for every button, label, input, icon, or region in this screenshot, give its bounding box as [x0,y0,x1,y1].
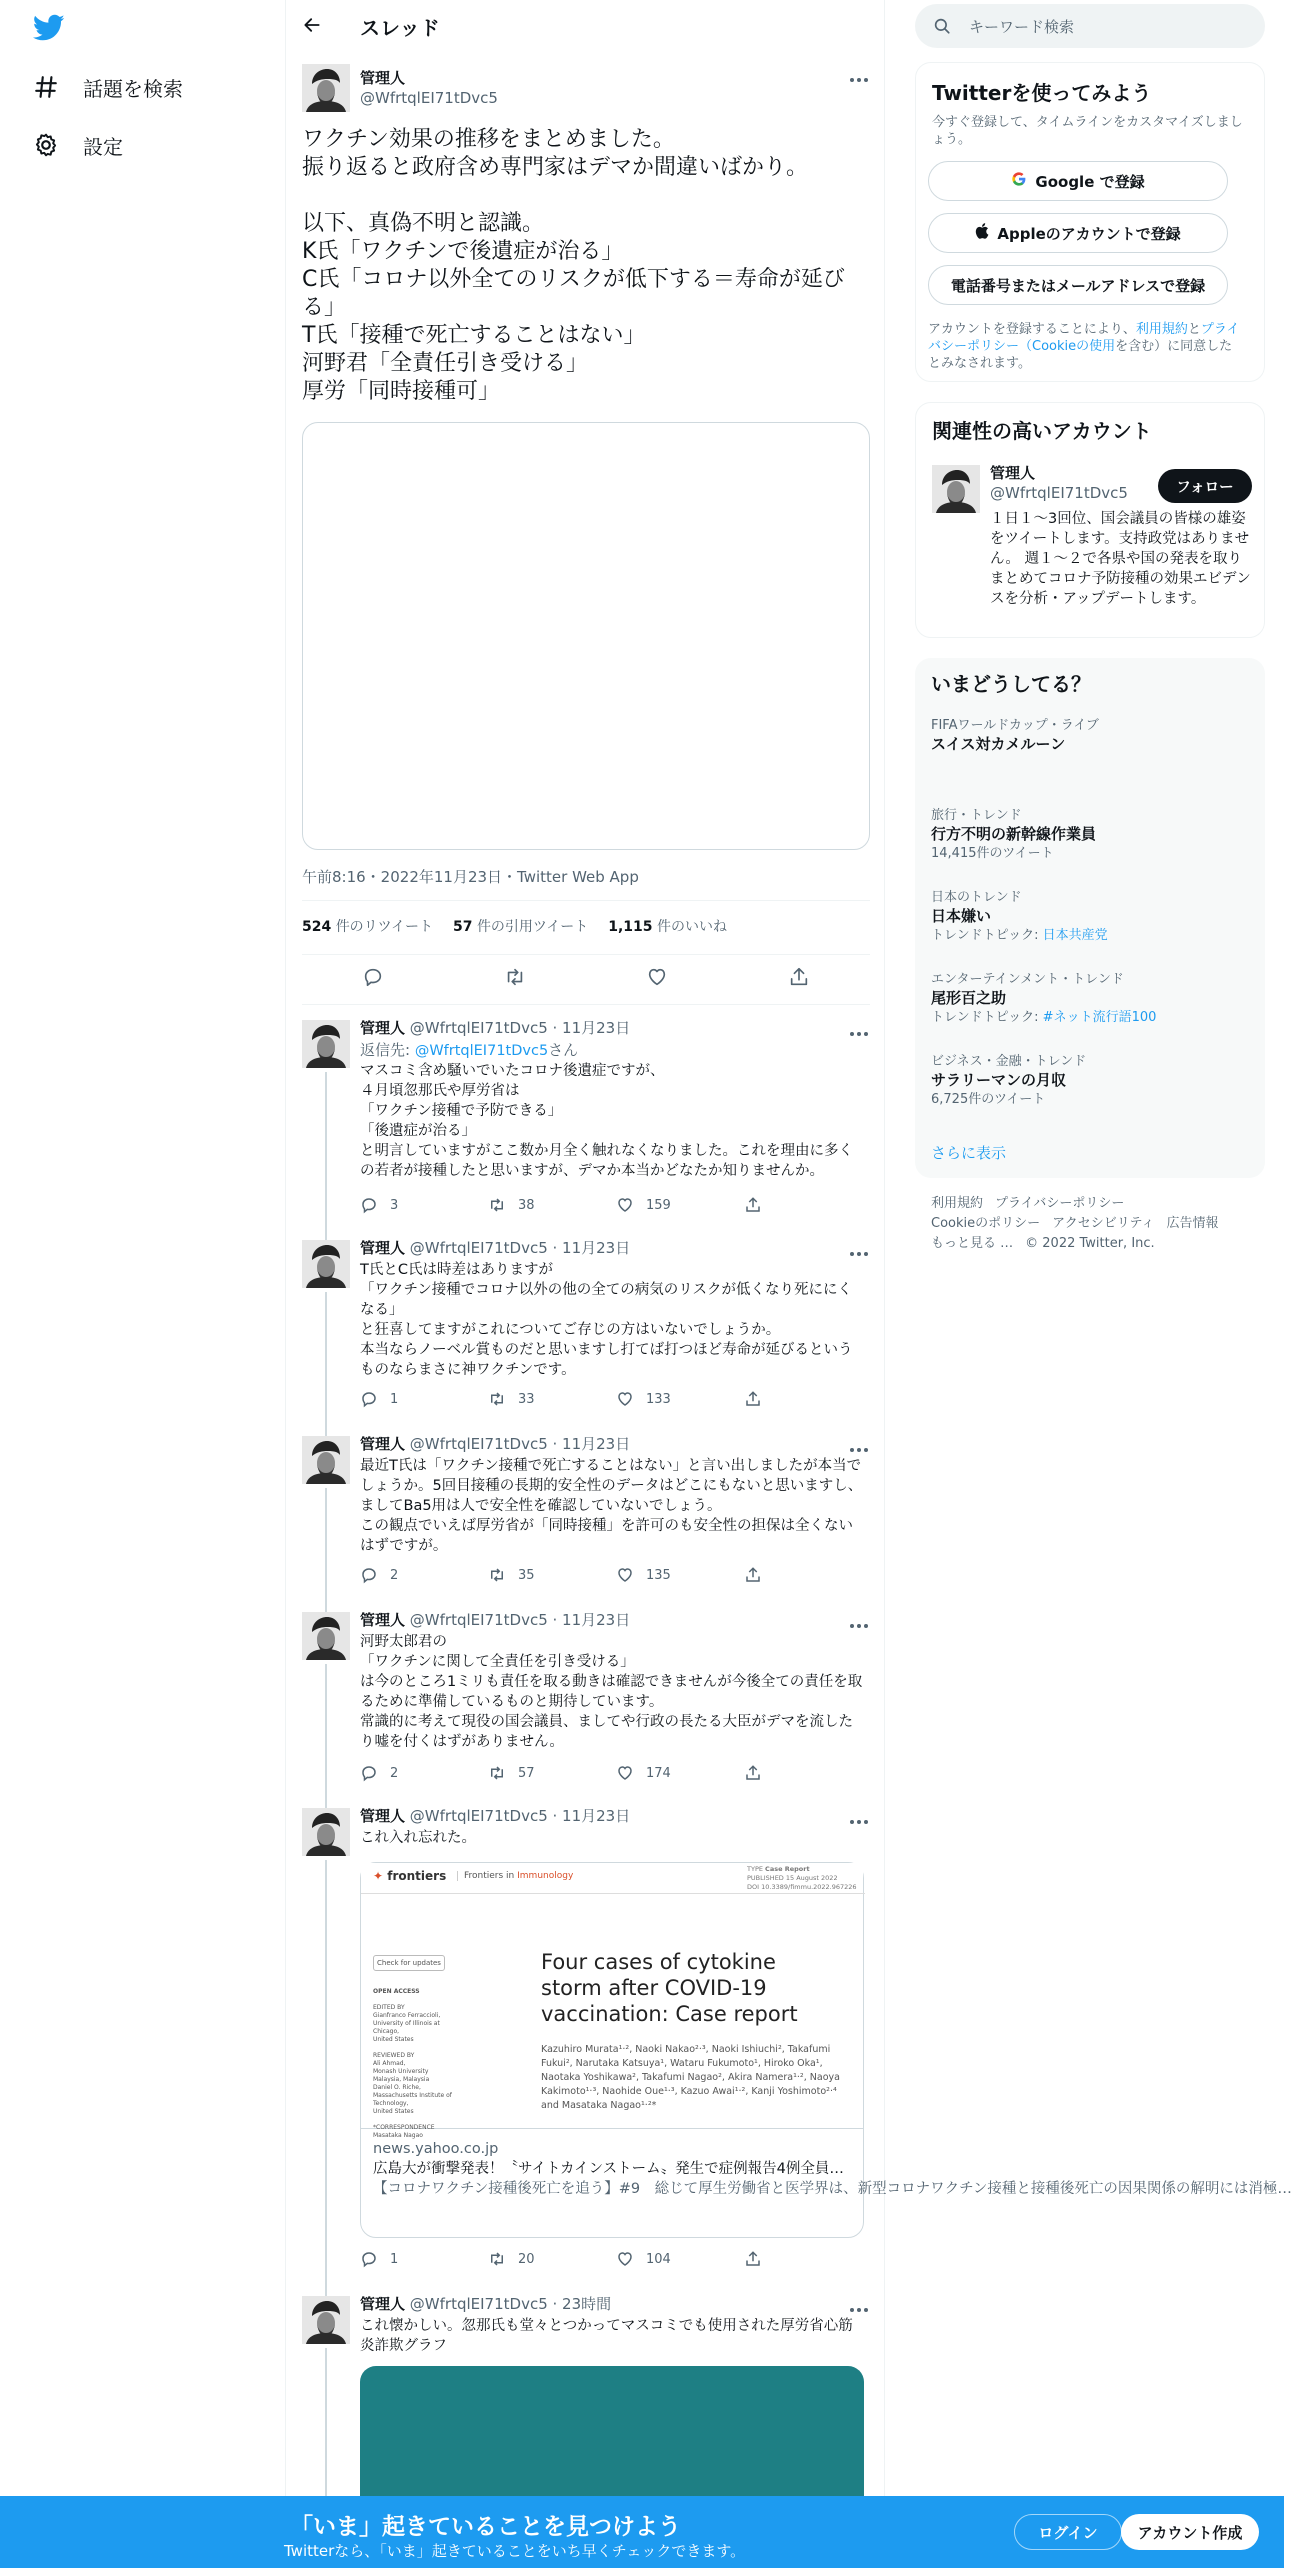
apple-icon [975,223,989,243]
user-name[interactable]: 管理人 [360,1807,406,1825]
like-button[interactable]: 174 [616,1764,744,1782]
divider [302,900,870,901]
trend-item[interactable]: 旅行・トレンド 行方不明の新幹線作業員 14,415件のツイート [931,808,1097,861]
show-more-link[interactable]: さらに表示 [931,1144,1007,1162]
tweet-date[interactable]: 11月23日 [562,1019,631,1037]
share-button[interactable] [744,1196,872,1214]
user-name[interactable]: 管理人 [990,464,1036,482]
trend-topic-link[interactable]: #ネット流行語100 [1042,1010,1157,1025]
tweet-text: ワクチン効果の推移をまとめました。 振り返ると政府含め専門家はデマか間違いばかり。 以下、真偽不明と認識。 K氏「ワクチンで後遺症が治る」 C氏「コロナ以外全てのリスクが低下する＝寿命が延びる」 T氏「接種で死亡することはない」 河野君「全責任引き受ける」 厚労「同時接種可」 [302,127,845,404]
tweet-date[interactable]: 23時間 [562,2295,612,2313]
reply-button[interactable]: 3 [360,1196,488,1214]
reply-icon [360,2250,378,2268]
trend-item[interactable]: ビジネス・金融・トレンド サラリーマンの月収 6,725件のツイート [931,1054,1087,1107]
journal-name: Frontiers in Immunology [457,1871,573,1881]
share-button[interactable] [744,1566,872,1584]
reply-button[interactable]: 1 [360,2250,488,2268]
user-handle[interactable]: @WfrtqlEI71tDvc5 [409,1239,548,1257]
paper-sidebar: OPEN ACCESS EDITED BY Gianfranco Ferraccioli, University of Illinois at Chicago, United States REVIEWED BY Ali Ahmad, Monash University Malaysia, Malaysia Daniel O. Riche, Massachusetts Institute of Technology, United States *CORRESPONDENCE Masataka Nagao [373,1988,452,2139]
follow-button[interactable]: フォロー [1158,469,1252,503]
link-card-image [361,1863,863,2139]
nav-item-label: 設定 [83,134,123,159]
like-icon [616,1566,634,1584]
retweet-button[interactable]: 35 [488,1566,616,1584]
avatar[interactable] [302,1436,350,1484]
like-icon [616,1196,634,1214]
share-icon [744,1390,762,1408]
back-arrow-icon[interactable] [302,15,326,39]
thread-line [325,1072,327,1268]
user-handle[interactable]: @WfrtqlEI71tDvc5 [409,1611,548,1629]
apple-signup-button[interactable]: Appleのアカウントで登録 [928,213,1228,253]
tweet-date[interactable]: 11月23日 [562,1435,631,1453]
share-icon [744,1764,762,1782]
link-card[interactable] [360,1862,1292,2238]
thread-header [286,0,886,53]
main-column: スレッド 管理人 @WfrtqlEI71tDvc5 ワクチン効果の推移をまとめました。 振り返ると政府含め専門家はデマか間違いばかり。 以下、真偽不明と認識。 K氏「ワクチンで後遺症が治る」 C氏「コロナ以外全てのリスクが低下する＝寿命が延びる」 T氏「接種で死亡することはない」 河野君「全責任引き受ける」 厚労「同時接種可」 午前8:16・2022年11月23日・Twitter Web App 524 件のリツイート 57 件の引用ツイート 1,115 件のいいね 管理人 @WfrtqlEI71tDvc5 · 11月23日 返信先: @WfrtqlEI71tDvc5さん マスコミ含め騒いでいたコロナ後遺症ですが、 ４月頃忽那氏や厚労省は 「ワクチン接種で予防できる」 「後遺症が治る」 と明言していますがここ数か月全く触れなくなりました。これを理由に多くの若者が接種したと思いますが、デマか本当かどなたか知りませんか。 3 38 159 管理人 @WfrtqlEI71tDvc5 · 11月23日 T氏とC氏は時差はありますが 「ワクチン接種でコロナ以外の他の全ての病気のリスクが低くなり死ににくなる」 と狂喜してますがこれについてご存じの方はいないでしょうか。 本当ならノーベル賞ものだと思いますし打てば打つほど寿命が延びるというものならまさに神ワクチンです。 1 33 133 管理人 @WfrtqlEI71tDvc5 · 11月23日 最近T氏は「ワクチン接種で死亡することはない」と言い出しましたが本当でしょうか。5回目接種の長期的安全性のデータはどこにもないと思いますし、ましてBa5用は人で安全性を確認していないでしょう。 この観点でいえば厚労省が「同時接種」を許可のも安全性の担保は全くないはずですが。 2 35 135 管理人 @WfrtqlEI71tDvc5 · 11月23日 河野太郎君の 「ワクチンに関して全責任を引き受ける」 は今のところ1ミリも責任を取る動きは確認できませんが今後全ての責任を取るために準備しているものと期待しています。 常識的に考えて現役の国会議員、ましてや行政の長たる大臣がデマを流したり嘘を付くはずがありません。 2 57 174 管理人 @WfrtqlEI71tDvc5 · 11月23日 これ入れ忘れた。 ✦ frontiers Frontiers in Immunology TYPE Case Report PUBLISHED 15 August 2022 DOI 10.3389/fimmu.2022.967226 Check for updates OPEN ACCESS EDITED BY Gianfranco Ferraccioli, University of Illinois at Chicago, United States REVIEWED BY Ali Ahmad, Monash University Malaysia, Malaysia Daniel O. Riche, Massachusetts Institute of Technology, United States *CORRESPONDENCE Masataka Nagao Four cases of cytokine storm after COVID-19 vaccination: Case report Kazuhiro Murata¹·², Naoki Nakao²·³, Naoki Ishiuchi², Takafumi Fukui², Narutaka Katsuya¹, Wataru Fukumoto¹, Hiroko Oka¹, Naotaka Yoshikawa², Takafumi Nagao², Akira Namera¹·², Naoya Kakimoto¹·³, Naohide Oue¹·³, Kazuo Awai¹·², Kanji Yoshimoto²·⁴ and Masataka Nagao¹·²* news.yahoo.co.jp 広島大が衝撃発表！〝サイトカインストーム〟発生で症例報告4例全員… 【コロナワクチン接種後死亡を追う】#9 総じて厚生労働省と医学界は、新型コロナワクチン接種と接種後死亡の因果関係の解明には消極… 1 20 104 管理人 @WfrtqlEI71tDvc5 · 23時間 これ懐かしい。忽那氏も堂々とつかってマスコミでも使用された厚労省心筋炎詐欺グラフ [285,0,885,2568]
footer-link[interactable]: アクセシビリティ [1052,1216,1155,1231]
trends-panel [915,658,1265,1178]
like-icon[interactable] [646,966,668,988]
search-input[interactable]: キーワード検索 [969,17,1075,36]
retweet-button[interactable]: 20 [488,2250,616,2268]
reply-icon [360,1196,378,1214]
footer-link[interactable]: 広告情報 [1166,1216,1219,1231]
phone-email-signup-button[interactable]: 電話番号またはメールアドレスで登録 [928,265,1228,305]
more-options-icon[interactable] [848,1024,870,1034]
reply-to-link[interactable]: @WfrtqlEI71tDvc5 [414,1043,549,1059]
retweet-icon [488,2250,506,2268]
user-name[interactable]: 管理人 [360,69,406,87]
user-name[interactable]: 管理人 [360,1435,406,1453]
tweet-timestamp[interactable]: 午前8:16・2022年11月23日・Twitter Web App [302,868,639,886]
gear-icon [33,132,59,158]
search-bar[interactable] [915,4,1265,48]
google-icon [1011,171,1027,191]
like-icon [616,1764,634,1782]
reply-icon [360,1764,378,1782]
retweet-button[interactable]: 57 [488,1764,616,1782]
tweet-date[interactable]: 11月23日 [562,1611,631,1629]
signup-legal-text: アカウントを登録することにより、利用規約とプライバシーポリシー（Cookieの使用を含む）に同意したとみなされます。 [928,322,1240,371]
divider [302,954,870,955]
user-name[interactable]: 管理人 [360,1611,406,1629]
more-options-icon[interactable] [848,70,870,80]
share-button[interactable] [744,2250,872,2268]
reply-button[interactable]: 2 [360,1764,488,1782]
bottom-bar-subtitle: Twitterなら、「いま」起きていることをいち早くチェックできます。 [284,2542,746,2560]
tweet-actions [302,966,870,988]
check-updates-badge: Check for updates [373,1955,445,1971]
link-description: 【コロナワクチン接種後死亡を追う】#9 総じて厚生労働省と医学界は、新型コロナワクチン接種と接種後死亡の因果関係の解明には消極… [373,2181,1292,2197]
tweet-text: これ懐かしい。忽那氏も堂々とつかってマスコミでも使用された厚労省心筋炎詐欺グラフ [360,2318,853,2354]
like-button[interactable]: 104 [616,2250,744,2268]
terms-link[interactable]: 利用規約 [1135,322,1188,337]
like-button[interactable]: 133 [616,1390,744,1408]
link-card-meta [361,2129,1292,2209]
like-icon [616,2250,634,2268]
bottom-signup-bar [0,2496,1284,2568]
like-button[interactable]: 159 [616,1196,744,1214]
link-domain: news.yahoo.co.jp [373,2141,499,2157]
tweet-media[interactable] [302,422,870,850]
user-bio: １日１～3回位、国会議員の皆様の雄姿をツイートします。支持政党はありません。 週１～２で各県や国の発表を取りまとめてコロナ予防接種の効果エビデンスを分析・アップデートします。 [990,511,1251,607]
reply-button[interactable]: 2 [360,1566,488,1584]
more-options-icon[interactable] [848,2300,870,2310]
share-icon [744,1566,762,1584]
frontiers-logo: ✦ frontiers [373,1869,447,1883]
signup-panel [915,62,1265,382]
share-button[interactable] [744,1390,872,1408]
retweet-icon [488,1566,506,1584]
copyright: © 2022 Twitter, Inc. [1025,1236,1155,1251]
nav-item-explore[interactable] [33,65,183,109]
footer-link[interactable]: プライバシーポリシー [995,1196,1125,1211]
share-icon [744,2250,762,2268]
paper-title: Four cases of cytokine storm after COVID-19 vaccination: Case report [541,1950,798,2026]
more-options-icon[interactable] [848,1616,870,1626]
avatar[interactable] [302,1612,350,1660]
like-icon [616,1390,634,1408]
paper-meta: TYPE Case Report PUBLISHED 15 August 2022 DOI 10.3389/fimmu.2022.967226 [747,1865,857,1891]
tweet-stats [302,916,727,936]
hashtag-icon [33,74,59,100]
more-options-icon[interactable] [848,1244,870,1254]
avatar[interactable] [302,1020,350,1068]
signup-title: Twitterを使ってみよう [932,81,1152,105]
tweet-text: これ入れ忘れた。 [360,1830,476,1846]
share-icon [744,1196,762,1214]
like-button[interactable]: 135 [616,1566,744,1584]
link-title: 広島大が衝撃発表！〝サイトカインストーム〟発生で症例報告4例全員… [373,2161,844,2177]
user-handle[interactable]: @WfrtqlEI71tDvc5 [409,2295,548,2313]
user-handle[interactable]: @WfrtqlEI71tDvc5 [409,1019,548,1037]
retweet-count-stat[interactable]: 524 件のリツイート [302,919,433,935]
reply-icon [360,1566,378,1584]
login-button[interactable]: ログイン [1014,2514,1122,2550]
user-handle[interactable]: @WfrtqlEI71tDvc5 [409,1807,548,1825]
trend-item[interactable]: エンターテインメント・トレンド 尾形百之助 トレンドトピック: #ネット流行語100 [931,972,1157,1025]
footer-link[interactable]: もっと見る … [931,1236,1014,1251]
avatar[interactable] [302,1240,350,1288]
quote-count-stat[interactable]: 57 件の引用ツイート [453,919,589,935]
retweet-button[interactable]: 33 [488,1390,616,1408]
reply-button[interactable]: 1 [360,1390,488,1408]
trends-title: いまどうしてる？ [931,672,1091,696]
trend-item[interactable]: 日本のトレンド 日本嫌い トレンドトピック: 日本共産党 [931,890,1108,943]
avatar[interactable] [302,2296,350,2344]
user-handle[interactable]: @WfrtqlEI71tDvc5 [990,484,1128,502]
avatar[interactable] [302,64,350,112]
create-account-button[interactable]: アカウント作成 [1121,2514,1259,2550]
retweet-icon [488,1196,506,1214]
footer-link[interactable]: 利用規約 [931,1196,984,1211]
nav-item-settings[interactable] [33,123,123,167]
footer-link[interactable]: Cookieのポリシー [931,1216,1041,1231]
avatar[interactable] [932,465,980,513]
tweet-text: T氏とC氏は時差はありますが 「ワクチン接種でコロナ以外の他の全ての病気のリスクが低くなり死ににくなる」 と狂喜してますがこれについてご存じの方はいないでしょうか。 本当ならノーベル賞ものだと思いますし打てば打つほど寿命が延びるというものならまさに神ワクチンです。 [360,1262,853,1378]
trend-topic-link[interactable]: 日本共産党 [1042,928,1108,943]
tweet-actions [360,1764,872,1782]
nav-item-label: 話題を検索 [83,76,183,101]
user-handle[interactable]: @WfrtqlEI71tDvc5 [360,89,498,107]
tweet-text: 返信先: @WfrtqlEI71tDvc5さん マスコミ含め騒いでいたコロナ後遺症ですが、 ４月頃忽那氏や厚労省は 「ワクチン接種で予防できる」 「後遺症が治る」 と明言していますがここ数か月全く触れなくなりました。これを理由に多くの若者が接種したと思いますが、デマか本当かどなたか知りませんか。 [360,1041,853,1179]
bottom-bar-title: 「いま」起きていることを見つけよう [290,2514,681,2540]
tweet-actions [360,1566,872,1584]
google-signup-button[interactable]: Google で登録 [928,161,1228,201]
retweet-icon [488,1390,506,1408]
search-icon [933,17,951,35]
divider [302,1004,870,1005]
paper-authors: Kazuhiro Murata¹·², Naoki Nakao²·³, Naoki Ishiuchi², Takafumi Fukui², Narutaka Katsuya¹, Wataru Fukumoto¹, Hiroko Oka¹, Naotaka Yoshikawa², Takafumi Nagao², Akira Namera¹·², Naoya Kakimoto¹·³, Naohide Oue¹·³, Kazuo Awai¹·², Kanji Yoshimoto²·⁴ and Masataka Nagao¹·²* [541,2044,840,2111]
more-options-icon[interactable] [848,1812,870,1822]
user-handle[interactable]: @WfrtqlEI71tDvc5 [409,1435,548,1453]
divider [361,1893,865,1894]
share-button[interactable] [744,1764,872,1782]
privacy-link[interactable]: プライバシーポリシー（Cookieの使用 [928,322,1240,354]
user-name[interactable]: 管理人 [360,2295,406,2313]
like-count-stat[interactable]: 1,115 件のいいね [608,919,727,935]
tweet-actions [360,1390,872,1408]
tweet-date[interactable]: 11月23日 [562,1239,631,1257]
retweet-button[interactable]: 38 [488,1196,616,1214]
related-accounts-panel [915,402,1265,638]
thread-line [325,1860,327,2332]
page-title: スレッド [360,16,440,40]
share-icon[interactable] [788,966,810,988]
footer-links [931,1194,1261,1254]
avatar[interactable] [302,1808,350,1856]
signup-subtitle: 今すぐ登録して、タイムラインをカスタマイズしましょう。 [932,115,1243,147]
user-name[interactable]: 管理人 [360,1019,406,1037]
more-options-icon[interactable] [848,1440,870,1450]
tweet-date[interactable]: 11月23日 [562,1807,631,1825]
tweet-actions [360,1196,872,1214]
related-title: 関連性の高いアカウント [932,419,1152,443]
twitter-bird-icon[interactable] [33,14,65,46]
tweet-text: 最近T氏は「ワクチン接種で死亡することはない」と言い出しましたが本当でしょうか。5回目接種の長期的安全性のデータはどこにもないと思いますし、ましてBa5用は人で安全性を確認していないでしょう。 この観点でいえば厚労省が「同時接種」を許可のも安全性の担保は全くないはずですが。 [360,1458,863,1554]
retweet-icon [488,1764,506,1782]
reply-icon[interactable] [362,966,384,988]
user-name[interactable]: 管理人 [360,1239,406,1257]
left-nav [0,0,285,2568]
tweet-actions [360,2250,872,2268]
tweet-text: 河野太郎君の 「ワクチンに関して全責任を引き受ける」 は今のところ1ミリも責任を取る動きは確認できませんが今後全ての責任を取るために準備しているものと期待しています。 常識的に考えて現役の国会議員、ましてや行政の長たる大臣がデマを流したり嘘を付くはずがありません。 [360,1634,863,1750]
reply-icon [360,1390,378,1408]
trend-item[interactable]: FIFAワールドカップ・ライブ スイス対カメルーン [931,718,1099,753]
retweet-icon[interactable] [504,966,526,988]
